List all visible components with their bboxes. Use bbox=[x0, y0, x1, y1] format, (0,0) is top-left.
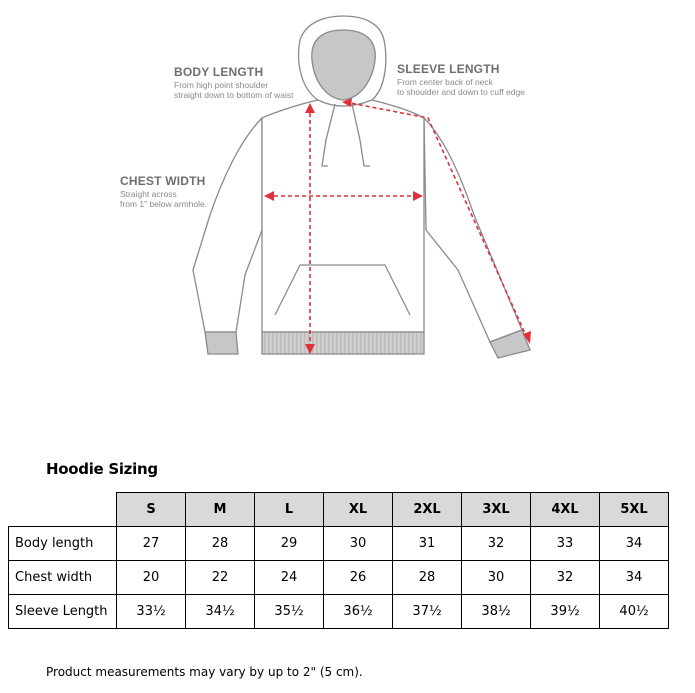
chest-width-desc-1: Straight across bbox=[120, 189, 177, 199]
table-cell: 29 bbox=[255, 527, 324, 561]
row-label: Sleeve Length bbox=[9, 595, 117, 629]
table-cell: 30 bbox=[324, 527, 393, 561]
table-cell: 24 bbox=[255, 561, 324, 595]
measurement-footnote: Product measurements may vary by up to 2" (5 cm). bbox=[46, 665, 363, 679]
table-title: Hoodie Sizing bbox=[46, 460, 158, 478]
left-sleeve bbox=[193, 118, 262, 332]
table-cell: 27 bbox=[117, 527, 186, 561]
body-length-desc-1: From high point shoulder bbox=[174, 80, 269, 90]
table-cell: 38½ bbox=[462, 595, 531, 629]
body-length-title: BODY LENGTH bbox=[174, 65, 264, 79]
table-cell: 39½ bbox=[531, 595, 600, 629]
table-cell: 34½ bbox=[186, 595, 255, 629]
row-label: Body length bbox=[9, 527, 117, 561]
table-row bbox=[9, 595, 669, 629]
table-cell: 36½ bbox=[324, 595, 393, 629]
sleeve-length-title: SLEEVE LENGTH bbox=[397, 62, 500, 76]
table-cell: 33½ bbox=[117, 595, 186, 629]
size-header-row bbox=[9, 493, 669, 527]
right-sleeve bbox=[424, 118, 522, 342]
table-cell: 32 bbox=[462, 527, 531, 561]
chest-width-title: CHEST WIDTH bbox=[120, 174, 206, 188]
row-label: Chest width bbox=[9, 561, 117, 595]
table-cell: 26 bbox=[324, 561, 393, 595]
size-header: 5XL bbox=[600, 493, 669, 527]
table-cell: 20 bbox=[117, 561, 186, 595]
table-cell: 34 bbox=[600, 561, 669, 595]
table-row bbox=[9, 527, 669, 561]
size-header: 3XL bbox=[462, 493, 531, 527]
size-header: S bbox=[117, 493, 186, 527]
table-cell: 30 bbox=[462, 561, 531, 595]
size-header: 2XL bbox=[393, 493, 462, 527]
table-cell: 28 bbox=[186, 527, 255, 561]
sleeve-length-desc-1: From center back of neck bbox=[397, 77, 493, 87]
chest-width-desc-2: from 1" below armhole. bbox=[120, 199, 208, 209]
size-header: XL bbox=[324, 493, 393, 527]
table-cell: 40½ bbox=[600, 595, 669, 629]
table-row bbox=[9, 561, 669, 595]
table-corner bbox=[9, 493, 117, 527]
waistband bbox=[262, 332, 424, 354]
table-cell: 32 bbox=[531, 561, 600, 595]
sleeve-length-desc-2: to shoulder and down to cuff edge bbox=[397, 87, 525, 97]
table-cell: 22 bbox=[186, 561, 255, 595]
table-cell: 37½ bbox=[393, 595, 462, 629]
hoodie-body bbox=[262, 100, 424, 332]
table-cell: 33 bbox=[531, 527, 600, 561]
left-cuff bbox=[205, 332, 238, 354]
size-header: M bbox=[186, 493, 255, 527]
table-cell: 34 bbox=[600, 527, 669, 561]
table-cell: 35½ bbox=[255, 595, 324, 629]
table-cell: 28 bbox=[393, 561, 462, 595]
table-cell: 31 bbox=[393, 527, 462, 561]
size-header: L bbox=[255, 493, 324, 527]
size-header: 4XL bbox=[531, 493, 600, 527]
size-table bbox=[8, 492, 669, 629]
body-length-desc-2: straight down to bottom of waist bbox=[174, 90, 294, 100]
